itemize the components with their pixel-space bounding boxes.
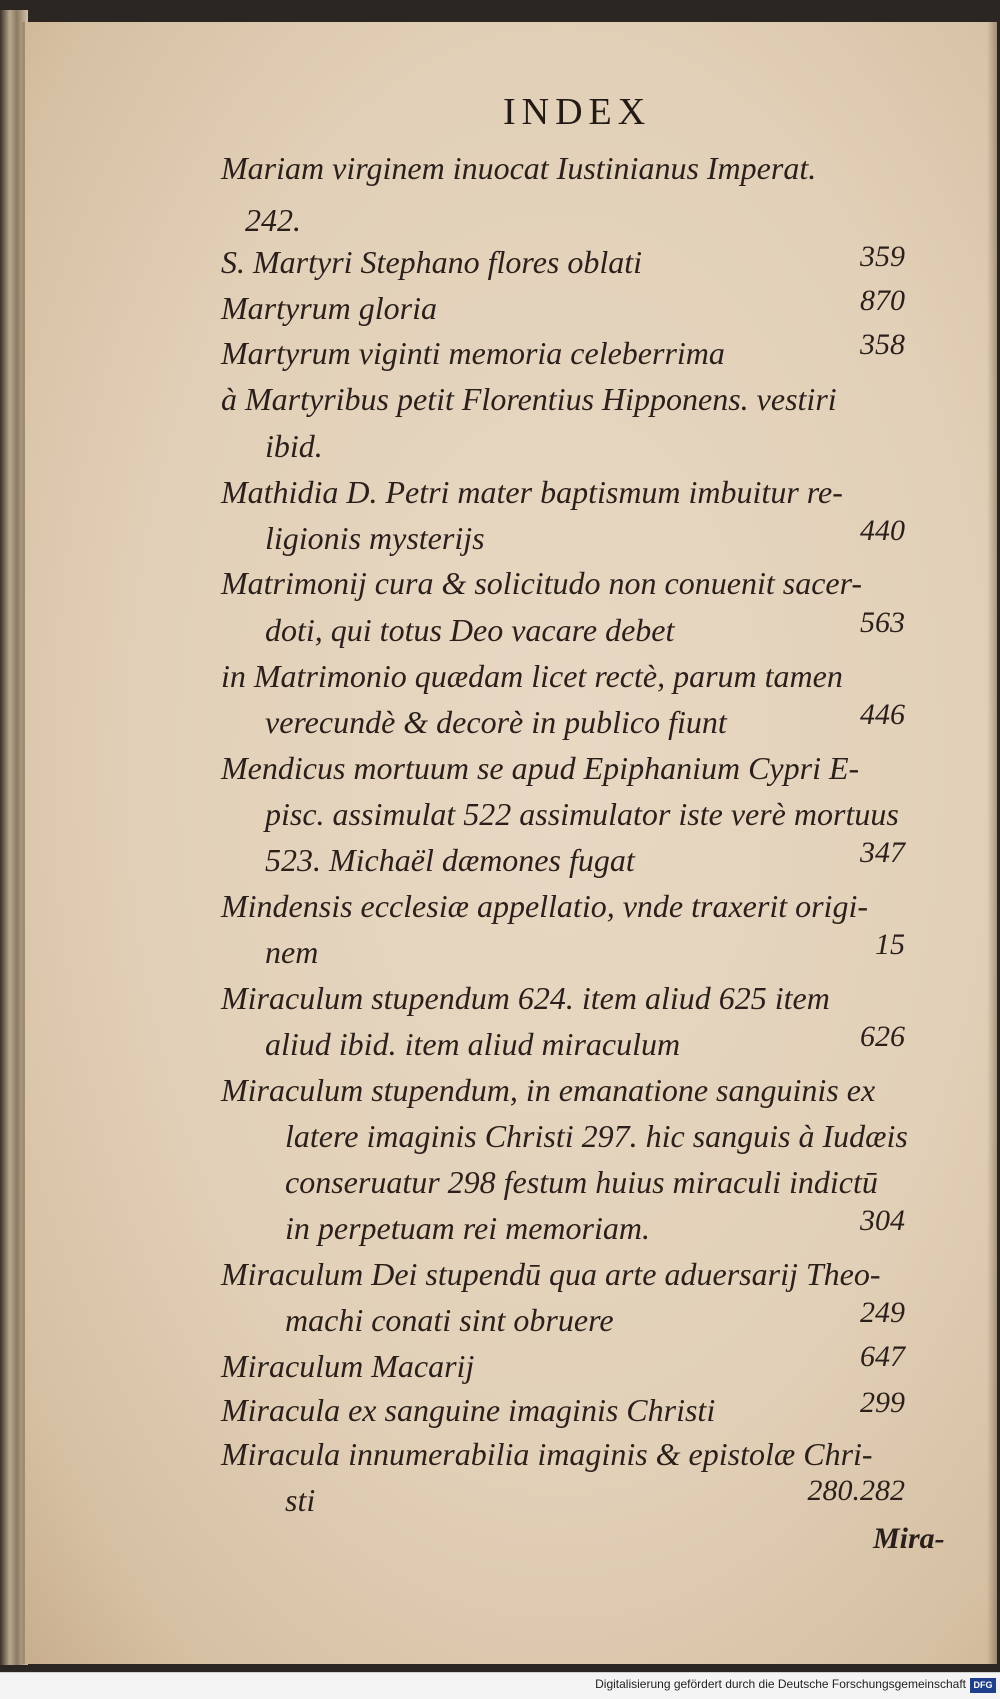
page-ref: 440 (860, 514, 905, 547)
entry-line: Mendicus mortuum se apud Epiphanium Cypri E- (221, 750, 860, 786)
page-ref: 870 (860, 284, 905, 317)
entry-line: in Matrimonio quædam licet rectè, parum tamen (221, 658, 843, 694)
book-page (22, 22, 997, 1664)
page-ref: 626 (860, 1020, 905, 1053)
page-ref: 446 (860, 698, 905, 731)
entry-line: Miracula innumerabilia imaginis & epistolæ Chri- (221, 1436, 873, 1472)
entry-line: nem (265, 934, 319, 970)
entry-line: ibid. (265, 428, 323, 464)
index-text (25, 22, 997, 1664)
page-ref: 299 (860, 1386, 905, 1419)
page-ref: 15 (875, 928, 905, 961)
page-header: INDEX (503, 91, 652, 133)
entry-line: Mathidia D. Petri mater baptismum imbuitur re- (221, 474, 843, 510)
page-ref: 249 (860, 1296, 905, 1329)
page-ref: 358 (860, 328, 905, 361)
entry-line: doti, qui totus Deo vacare debet (265, 612, 675, 648)
entry-line: verecundè & decorè in publico fiunt (265, 704, 727, 740)
entry-line: ligionis mysterijs (265, 520, 485, 556)
entry-line: à Martyribus petit Florentius Hipponens. vestiri (221, 381, 837, 417)
page-ref: 280.282 (807, 1474, 905, 1507)
page-ref: 347 (860, 836, 905, 869)
entry-line: aliud ibid. item aliud miraculum (265, 1026, 681, 1062)
entry-line: Miraculum Dei stupendū qua arte aduersarij Theo- (221, 1256, 881, 1292)
entry-line: Martyrum viginti memoria celeberrima (221, 335, 725, 371)
entry-line: Miraculum stupendum 624. item aliud 625 item (221, 980, 830, 1016)
page-ref: 647 (860, 1340, 905, 1373)
dfg-logo: DFG (970, 1678, 996, 1693)
footer-credit: Digitalisierung gefördert durch die Deutsche Forschungsgemeinschaft (595, 1677, 966, 1691)
entry-line: Mindensis ecclesiæ appellatio, vnde traxerit origi- (221, 888, 868, 924)
entry-line: Matrimonij cura & solicitudo non conuenit sacer- (221, 565, 863, 601)
footer-bar (0, 1672, 1000, 1699)
page-ref: 563 (860, 606, 905, 639)
entry-line: sti (285, 1482, 316, 1518)
entry-line: Miracula ex sanguine imaginis Christi (221, 1392, 716, 1428)
entry-line: Miraculum stupendum, in emanatione sanguinis ex (221, 1072, 876, 1108)
entry-line: latere imaginis Christi 297. hic sanguis à Iudæis (285, 1118, 908, 1154)
entry-line: S. Martyri Stephano flores oblati (221, 244, 643, 280)
page-ref: 359 (860, 240, 905, 273)
entry-line: 523. Michaël dæmones fugat (265, 842, 635, 878)
entry-line: pisc. assimulat 522 assimulator iste verè mortuus (265, 796, 899, 832)
catchword: Mira- (873, 1522, 945, 1555)
page-ref: 304 (860, 1204, 905, 1237)
entry-line: Mariam virginem inuocat Iustinianus Imperat. (221, 150, 817, 186)
entry-line: in perpetuam rei memoriam. (285, 1210, 650, 1246)
entry-line: Martyrum gloria (221, 290, 437, 326)
entry-line: conseruatur 298 festum huius miraculi indictū (285, 1164, 878, 1200)
entry-line: Miraculum Macarij (221, 1348, 475, 1384)
entry-line: machi conati sint obruere (285, 1302, 614, 1338)
entry-line: 242. (245, 202, 301, 238)
